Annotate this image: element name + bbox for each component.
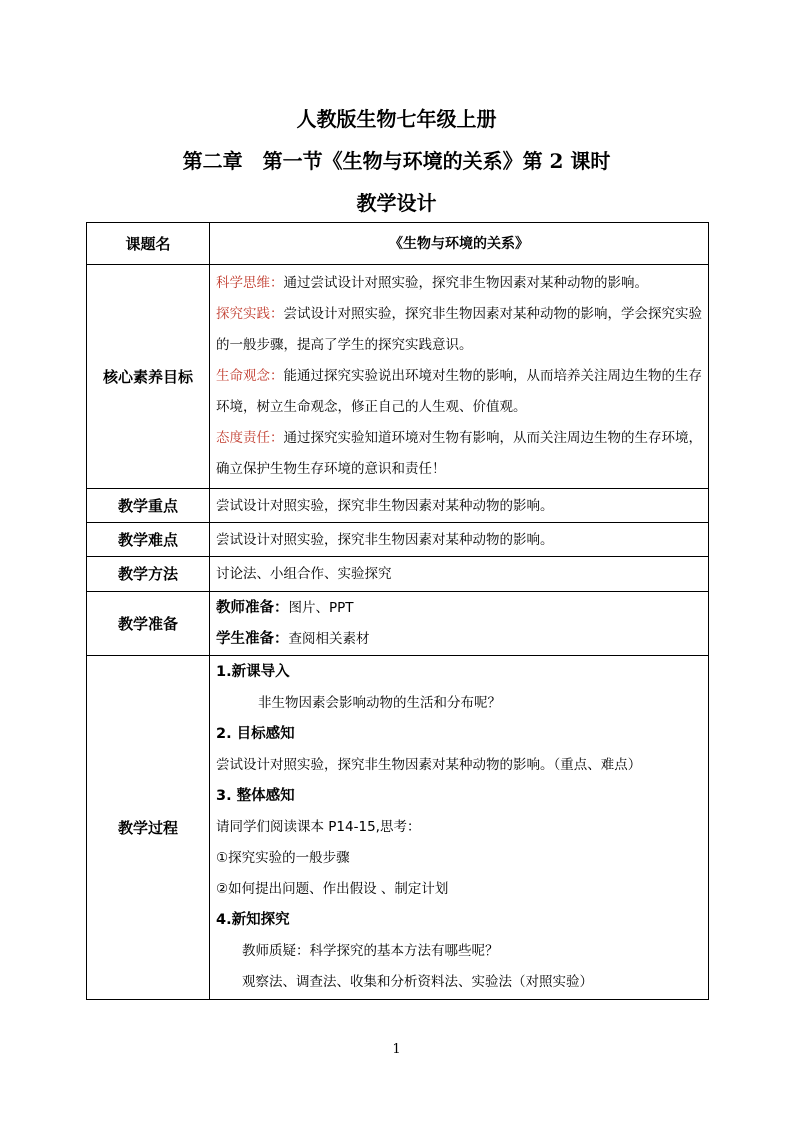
value-prep xyxy=(210,592,709,656)
core-item xyxy=(216,268,702,299)
page-number: 1 xyxy=(392,1042,401,1057)
section-text: ①探究实验的一般步骤 xyxy=(216,850,350,866)
value-core-goals xyxy=(210,265,709,489)
row-difficulty xyxy=(87,523,709,557)
label-key-point: 教学重点 xyxy=(87,489,210,523)
doc-title-line3: 教学设计 xyxy=(356,191,437,215)
core-item-key: 科学思维： xyxy=(216,275,284,291)
core-item-text: 通过尝试设计对照实验，探究非生物因素对某种动物的影响。 xyxy=(283,275,648,291)
prep-student-key: 学生准备： xyxy=(216,630,289,647)
value-method: 讨论法、小组合作、实验探究 xyxy=(210,557,709,592)
label-core-goals: 核心素养目标 xyxy=(87,265,210,489)
value-key-point: 尝试设计对照实验，探究非生物因素对某种动物的影响。 xyxy=(210,489,709,523)
prep-teacher xyxy=(216,593,702,624)
doc-title-line2: 第二章 第一节《生物与环境的关系》第 2 课时 xyxy=(182,149,611,173)
section-text: 教师质疑：科学探究的基本方法有哪些呢？ xyxy=(242,943,499,959)
label-prep: 教学准备 xyxy=(87,592,210,656)
label-topic: 课题名 xyxy=(87,223,210,265)
row-process xyxy=(87,656,709,1000)
core-item-key: 探究实践： xyxy=(216,306,284,322)
core-item-key: 态度责任： xyxy=(216,430,284,446)
section-title: 4.新知探究 xyxy=(216,912,290,928)
row-core-goals xyxy=(87,265,709,489)
value-process xyxy=(210,656,709,1000)
value-topic: 《生物与环境的关系》 xyxy=(210,223,709,265)
section-title: 3. 整体感知 xyxy=(216,788,295,804)
doc-title-line1: 人教版生物七年级上册 xyxy=(296,107,497,131)
section-text: 请同学们阅读课本 P14-15,思考： xyxy=(216,819,421,835)
core-item xyxy=(216,423,702,485)
section-text: 观察法、调查法、收集和分析资料法、实验法（对照实验） xyxy=(242,974,593,990)
core-item-text: 尝试设计对照实验，探究非生物因素对某种动物的影响，学会探究实验的一般步骤，提高了学生的探究实践意识。 xyxy=(216,306,702,353)
core-item-key: 生命观念： xyxy=(216,368,284,384)
lesson-plan-table xyxy=(86,222,709,1000)
prep-teacher-key: 教师准备： xyxy=(216,599,289,616)
row-key-point xyxy=(87,489,709,523)
prep-teacher-value: 图片、PPT xyxy=(288,599,354,616)
section-text: 非生物因素会影响动物的生活和分布呢？ xyxy=(258,695,501,711)
section-text: ②如何提出问题、作出假设 、制定计划 xyxy=(216,881,449,897)
label-process: 教学过程 xyxy=(87,656,210,1000)
row-topic xyxy=(87,223,709,265)
section-text: 尝试设计对照实验，探究非生物因素对某种动物的影响。（重点、难点） xyxy=(216,757,642,773)
section-title: 1.新课导入 xyxy=(216,664,290,680)
core-item-text: 能通过探究实验说出环境对生物的影响，从而培养关注周边生物的生存环境，树立生命观念，修正自己的人生观、价值观。 xyxy=(216,368,702,415)
section-title: 2. 目标感知 xyxy=(216,726,295,742)
label-difficulty: 教学难点 xyxy=(87,523,210,557)
row-method xyxy=(87,557,709,592)
value-difficulty: 尝试设计对照实验，探究非生物因素对某种动物的影响。 xyxy=(210,523,709,557)
label-method: 教学方法 xyxy=(87,557,210,592)
row-prep xyxy=(87,592,709,656)
prep-student xyxy=(216,624,702,655)
core-item-text: 通过探究实验知道环境对生物有影响，从而关注周边生物的生存环境，确立保护生物生存环境的意识和责任！ xyxy=(216,430,702,477)
core-item xyxy=(216,361,702,423)
core-item xyxy=(216,299,702,361)
prep-student-value: 查阅相关素材 xyxy=(288,630,370,647)
